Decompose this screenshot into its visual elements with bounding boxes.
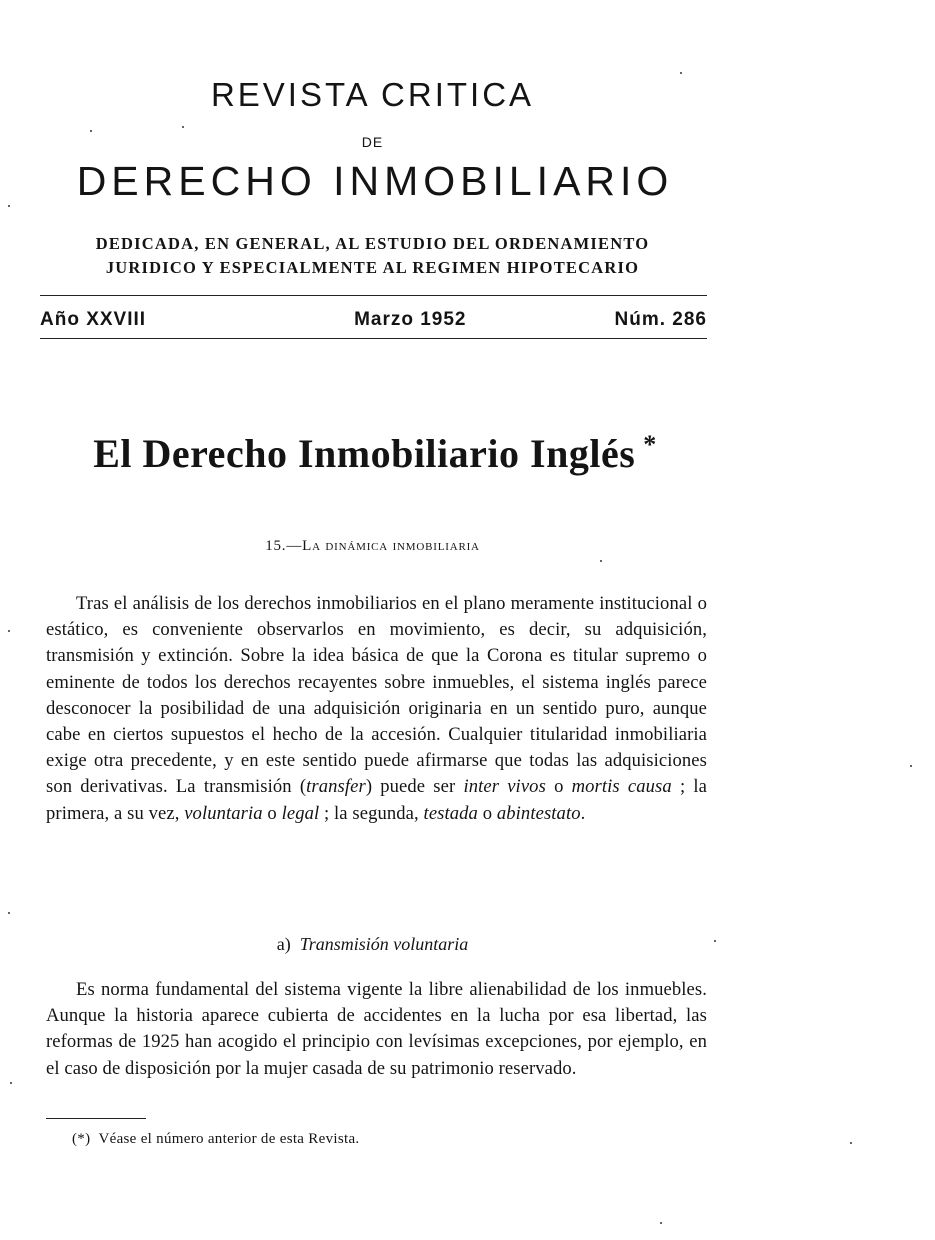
section-title: La dinámica inmobiliaria (302, 538, 480, 554)
paragraph-text: o (262, 802, 282, 824)
scan-speck (90, 130, 92, 132)
scan-speck (10, 1082, 12, 1084)
section-number: 15.— (265, 538, 303, 554)
journal-title-de: DE (361, 134, 384, 150)
scan-speck (8, 205, 10, 207)
subsection-label: a) (276, 934, 291, 954)
footnote-mark: (*) (72, 1131, 91, 1147)
issue-date: Marzo 1952 (354, 309, 467, 330)
scan-speck (8, 912, 10, 914)
journal-title: REVISTA CRITICA (210, 76, 535, 113)
dedication-line-2: JURIDICO Y ESPECIALMENTE AL REGIMEN HIPOTECARIO (105, 258, 640, 277)
scan-speck (680, 72, 682, 74)
header-rule-bottom (40, 338, 707, 339)
journal-name: DERECHO INMOBILIARIO (76, 158, 674, 204)
paragraph-text: o (477, 802, 497, 824)
paragraph-text: . (580, 802, 586, 824)
scan-speck (910, 765, 912, 767)
scan-speck (714, 940, 716, 942)
issue-year: Año XXVIII (40, 309, 147, 330)
subsection-title: Transmisión voluntaria (299, 934, 469, 954)
paragraph-text: o (545, 776, 572, 798)
section-heading (40, 538, 705, 555)
emphasis-term: mortis causa (571, 776, 672, 798)
header-rule-top (40, 295, 707, 296)
paragraph-text: ) puede ser (365, 776, 464, 798)
footnote (72, 1131, 359, 1148)
footnote-text: Véase el número anterior de esta Revista. (98, 1131, 360, 1147)
dedication-line-1: DEDICADA, EN GENERAL, AL ESTUDIO DEL ORDENAMIENTO (95, 234, 650, 253)
paragraph-text: ; la segunda, (319, 802, 424, 824)
issue-number: Núm. 286 (614, 309, 707, 330)
footnote-reference: * (643, 430, 657, 459)
subsection-heading (40, 934, 705, 955)
scan-speck (600, 560, 602, 562)
scan-speck (8, 630, 10, 632)
emphasis-term: legal (281, 802, 320, 824)
paragraph-transmission-overview (46, 591, 707, 827)
emphasis-term: voluntaria (184, 802, 263, 824)
scan-speck (850, 1142, 852, 1144)
paragraph-voluntary-transmission: Es norma fundamental del sistema vigente la libre alienabilidad de los inmuebles. Aunque la historia aparece cubierta de accidentes en la lucha por esa libertad, las reformas de 1925 han acogido el principio con levísimas excepciones, por ejemplo, en el caso de disposición por la mujer casada de su patrimonio reservado. (46, 979, 707, 1079)
footnote-rule (46, 1118, 146, 1119)
paragraph-text: ; la primera, a su vez, (46, 776, 707, 824)
article-title (40, 430, 710, 477)
article-title-text: El Derecho Inmobiliario Inglés (93, 431, 636, 476)
scan-speck (182, 126, 184, 128)
scan-speck (660, 1222, 662, 1224)
emphasis-term: abintestato (496, 802, 581, 824)
emphasis-term: inter vivos (463, 776, 546, 798)
emphasis-term: transfer (306, 776, 366, 798)
issue-info-row (40, 309, 707, 331)
emphasis-term: testada (423, 802, 478, 824)
paragraph-text: Tras el análisis de los derechos inmobiliarios en el plano meramente institucional o estático, es conveniente observarlos en movimiento, es decir, su adquisición, transmisión y extinción. Sobre la idea básica de que la Corona es titular supremo o eminente de todos los derechos recayentes sobre inmuebles, el sistema inglés parece desconocer la posibilidad de una adquisición originaria en un sentido puro, aunque cabe en ciertos supuestos el hecho de la accesión. Cualquier titularidad inmobiliaria exige otra precedente, y en este sentido puede afirmarse que todas las adquisiciones son derivativas. La transmisión ( (46, 593, 707, 798)
journal-dedication (40, 232, 705, 280)
